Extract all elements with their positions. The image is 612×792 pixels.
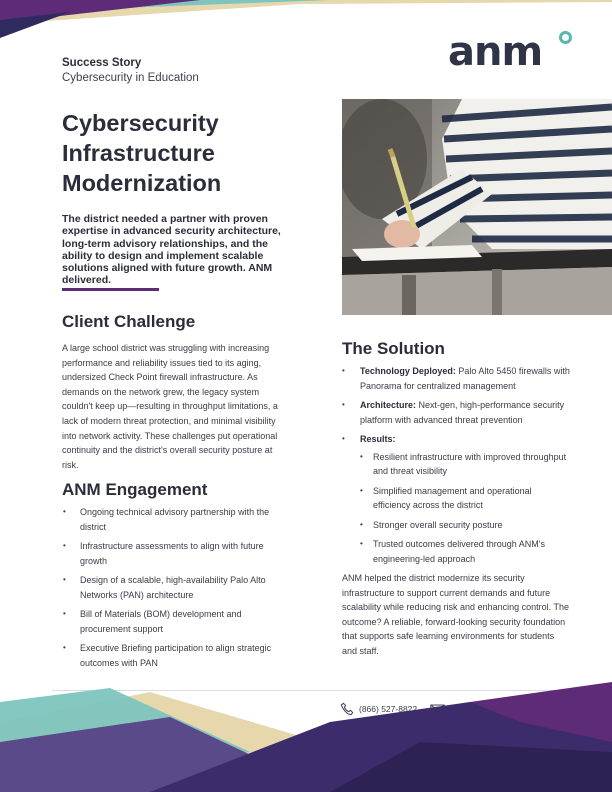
list-item: • Stronger overall security posture xyxy=(360,518,570,533)
solution-list xyxy=(342,364,570,566)
student-writing-photo xyxy=(342,99,612,315)
logo-wordmark: anm xyxy=(448,29,543,75)
arch-label: Architecture: xyxy=(360,400,417,410)
list-item: • Resilient infrastructure with improved throughput and threat visibility xyxy=(360,450,570,479)
results-label: Results: xyxy=(360,434,396,444)
arch-text: Next-gen, high-performance security platform with advanced threat prevention xyxy=(360,400,565,425)
list-item xyxy=(342,364,570,393)
results-list xyxy=(360,450,570,567)
title-line: Infrastructure xyxy=(62,140,215,166)
list-item: • Ongoing technical advisory partnership with the district xyxy=(62,505,288,534)
tech-label: Technology Deployed: xyxy=(360,366,456,376)
client-challenge-heading: Client Challenge xyxy=(62,312,196,331)
list-item xyxy=(342,398,570,427)
logo-dot-icon xyxy=(559,31,572,44)
client-challenge-body: A large school district was struggling with increasing performance and reliability issues tied to its aging, undersized Check Point firewall infrastructure. As demands on the network grew, the legacy system couldn't keep up—resulting in throughput limitations, a lack of modern threat protection, and minimal visibility into network activity. These challenges put operational continuity and the district's overall security posture at risk. xyxy=(62,343,278,470)
page-title xyxy=(62,108,322,198)
category-label: Cybersecurity in Education xyxy=(62,72,199,84)
solution-section xyxy=(342,339,570,659)
phone-text: (866) 527-8822 xyxy=(359,704,418,714)
title-line: Cybersecurity xyxy=(62,110,219,136)
list-item: • Trusted outcomes delivered through ANM's engineering-led approach xyxy=(360,537,570,566)
list-item: • Bill of Materials (BOM) development and procurement support xyxy=(62,607,288,636)
accent-divider xyxy=(62,288,159,291)
eyebrow xyxy=(62,56,199,85)
doc-type-label: Success Story xyxy=(62,57,142,69)
list-item: • Simplified management and operational efficiency across the district xyxy=(360,484,570,513)
solution-heading: The Solution xyxy=(342,339,445,358)
list-item: • Executive Briefing participation to align strategic outcomes with PAN xyxy=(62,641,288,670)
list-item xyxy=(342,432,570,566)
anm-logo xyxy=(448,30,578,74)
tech-text: Palo Alto 5450 firewalls with Panorama for centralized management xyxy=(360,366,570,391)
list-item: • Infrastructure assessments to align with future growth xyxy=(62,539,288,568)
title-line: Modernization xyxy=(62,170,222,196)
client-challenge-section xyxy=(62,312,288,472)
list-item: • Design of a scalable, high-availability Palo Alto Networks (PAN) architecture xyxy=(62,573,288,602)
engagement-list xyxy=(62,505,288,670)
anm-engagement-heading: ANM Engagement xyxy=(62,480,208,499)
bottom-decorative-band xyxy=(0,682,612,792)
solution-summary: ANM helped the district modernize its security infrastructure to support current demands and future scalability while reducing risk and enhancing control. The outcome? A reliable, forward-looking security foundation that supports safe learning environments for students and staff. xyxy=(342,573,569,656)
anm-engagement-section xyxy=(62,480,288,675)
lead-paragraph: The district needed a partner with proven expertise in advanced security architecture, long-term advisory relationships, and the ability to design and implement scalable solutions aligned with future growth. ANM delivered. xyxy=(62,213,281,287)
